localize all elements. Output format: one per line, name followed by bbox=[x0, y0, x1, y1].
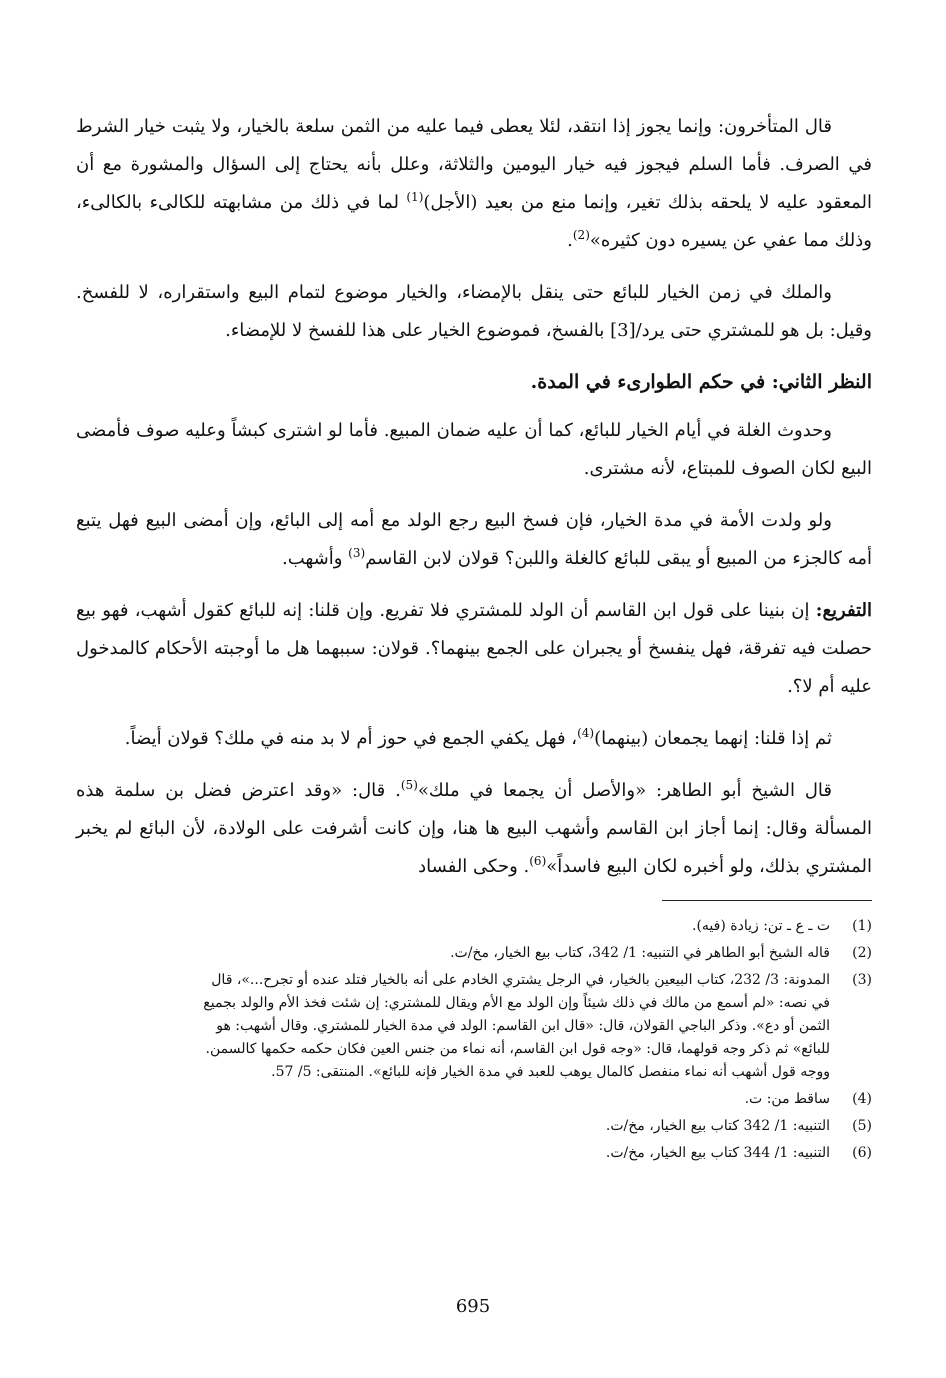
text-span: قال الشيخ أبو الطاهر: «والأصل أن يجمعا في ملك» bbox=[417, 780, 833, 801]
paragraph-2: والملك في زمن الخيار للبائع حتى ينقل بالإمضاء، والخيار موضوع لتمام البيع واستقراره، لا للفسخ. وقيل: بل هو للمشتري حتى يرد/[3] بالفسخ، فموضوع الخيار على هذا للفسخ لا للإمضاء. bbox=[76, 282, 872, 341]
footnote-line: التنبيه: 1/ 344 كتاب بيع الخيار، مخ/ت. bbox=[605, 1145, 830, 1161]
footnote-ref-2: (2) bbox=[572, 228, 590, 242]
footnote-number: (1) bbox=[852, 918, 872, 934]
text-span: . قال: «وقد اعترض فضل بن سلمة هذه المسألة وقال: إنما أجاز ابن القاسم وأشهب البيع ها هنا، وإن كانت أشرفت على الولادة، لأن البائع لم يخبر المشتري بذلك، ولو أخبره لكان البيع فاسداً» bbox=[76, 780, 872, 877]
footnote-text bbox=[76, 969, 830, 1084]
footnote-text bbox=[76, 1142, 830, 1165]
paragraph-1 bbox=[76, 108, 872, 260]
footnote-text bbox=[76, 1088, 830, 1111]
footnote-number: (3) bbox=[852, 972, 872, 988]
footnote-line: قاله الشيخ أبو الطاهر في التنبيه: 1/ 342، كتاب بيع الخيار، مخ/ت. bbox=[450, 945, 830, 961]
footnote-ref-5: (5) bbox=[400, 778, 418, 792]
footnote-line: المدونة: 3/ 232، كتاب البيعين بالخيار، في الرجل يشتري الخادم على أنه بالخيار فتلد عنده أو تجرح...»، قال bbox=[211, 972, 830, 988]
footnote-line: ت ـ ع ـ تن: زيادة (فيه). bbox=[692, 918, 830, 934]
footnote-number: (6) bbox=[852, 1145, 872, 1161]
text-span: . وحكى الفساد bbox=[418, 856, 530, 877]
text-span: ، فهل يكفي الجمع في حوز أم لا بد منه في ملك؟ قولان أيضاً. bbox=[124, 728, 578, 749]
footnote-ref-4: (4) bbox=[577, 726, 595, 740]
footnote-line: التنبيه: 1/ 342 كتاب بيع الخيار، مخ/ت. bbox=[605, 1118, 830, 1134]
footnote-number: (5) bbox=[852, 1118, 872, 1134]
text-span: إن بنينا على قول ابن القاسم أن الولد للمشتري فلا تفريع. وإن قلنا: إنه للبائع كقول أشهب، فهو بيع حصلت فيه تفرقة، فهل ينفسخ أو يجبران على الجمع بينهما؟. قولان: سببهما هل ما أوجبته الأحكام كالمدخول عليه أم لا؟. bbox=[76, 600, 872, 697]
main-text bbox=[76, 108, 872, 886]
footnote-line: ووجه قول أشهب أنه نماء منفصل كالمال يوهب للعبد في مدة الخيار فإنه للبائع». المنتقى: 5/ 57. bbox=[271, 1064, 830, 1080]
text-span: ثم إذا قلنا: إنهما يجمعان (بينهما) bbox=[594, 728, 832, 749]
text-span: لما في ذلك من مشابهته للكالىء بالكالىء، وذلك مما عفي عن يسيره دون كثيره» bbox=[76, 192, 872, 251]
footnote bbox=[76, 942, 872, 965]
footnote-line: ساقط من: ت. bbox=[744, 1091, 830, 1107]
paragraph-3: وحدوث الغلة في أيام الخيار للبائع، كما أن عليه ضمان المبيع. فأما لو اشترى كبشاً وعليه صوف فأمضى البيع لكان الصوف للمبتاع، لأنه مشترى. bbox=[76, 420, 872, 479]
paragraph-4 bbox=[76, 502, 872, 578]
footnote bbox=[76, 1142, 872, 1165]
footnote-line: الثمن أو دع». وذكر الباجي القولان، قال: «قال ابن القاسم: الولد في مدة الخيار للمشتري. وقال أشهب: هو bbox=[216, 1018, 830, 1034]
text-span: قال المتأخرون: وإنما يجوز إذا انتقد، لئلا يعطى فيما عليه من الثمن سلعة بالخيار، ولا يثبت خيار الشرط في الصرف. فأما السلم فيجوز فيه خيار اليومين والثلاثة، وعلل بأنه يحتاج إلى السؤال والمشورة مع أن المعقود عليه لا يلحقه بذلك تغير، وإنما منع من بعيد (الأجل) bbox=[76, 116, 872, 213]
footnote-ref-1: (1) bbox=[406, 190, 424, 204]
footnote-divider bbox=[662, 900, 872, 901]
paragraph-6 bbox=[76, 720, 872, 758]
footnote-text bbox=[76, 915, 830, 938]
footnote-number: (2) bbox=[852, 945, 872, 961]
footnote-ref-3: (3) bbox=[348, 546, 366, 560]
footnote-line: في نصه: «لم أسمع من مالك في ذلك شيئاً وإن الولد مع الأم ويقال للمشتري: إن شئت فخذ الأم والولد بجميع bbox=[203, 995, 830, 1011]
section-heading: النظر الثاني: في حكم الطوارىء في المدة. bbox=[530, 371, 872, 393]
footnote-ref-6: (6) bbox=[529, 854, 547, 868]
footnote bbox=[76, 969, 872, 1084]
text-span: وأشهب. bbox=[281, 548, 349, 569]
paragraph-7 bbox=[76, 772, 872, 886]
text-span: ولو ولدت الأمة في مدة الخيار، فإن فسخ البيع رجع الولد مع أمه إلى البائع، وإن أمضى البيع فهل يتبع أمه كالجزء من المبيع أو يبقى للبائع كالغلة واللبن؟ قولان لابن القاسم bbox=[76, 510, 872, 569]
page-number: 695 bbox=[455, 1296, 491, 1317]
footnote bbox=[76, 915, 872, 938]
paragraph-5 bbox=[76, 592, 872, 706]
footnote-text bbox=[76, 1115, 830, 1138]
footnotes bbox=[76, 915, 872, 1165]
text-span: . bbox=[567, 230, 573, 251]
footnote bbox=[76, 1115, 872, 1138]
footnote-text bbox=[76, 942, 830, 965]
bold-term: التفريع: bbox=[815, 600, 872, 621]
footnote-line: للبائع» ثم ذكر وجه قولهما، قال: «وجه قول ابن القاسم، أنه نماء من جنس العين فكان حكمه حكمها كالسمن. bbox=[205, 1041, 830, 1057]
footnote bbox=[76, 1088, 872, 1111]
footnote-number: (4) bbox=[852, 1091, 872, 1107]
